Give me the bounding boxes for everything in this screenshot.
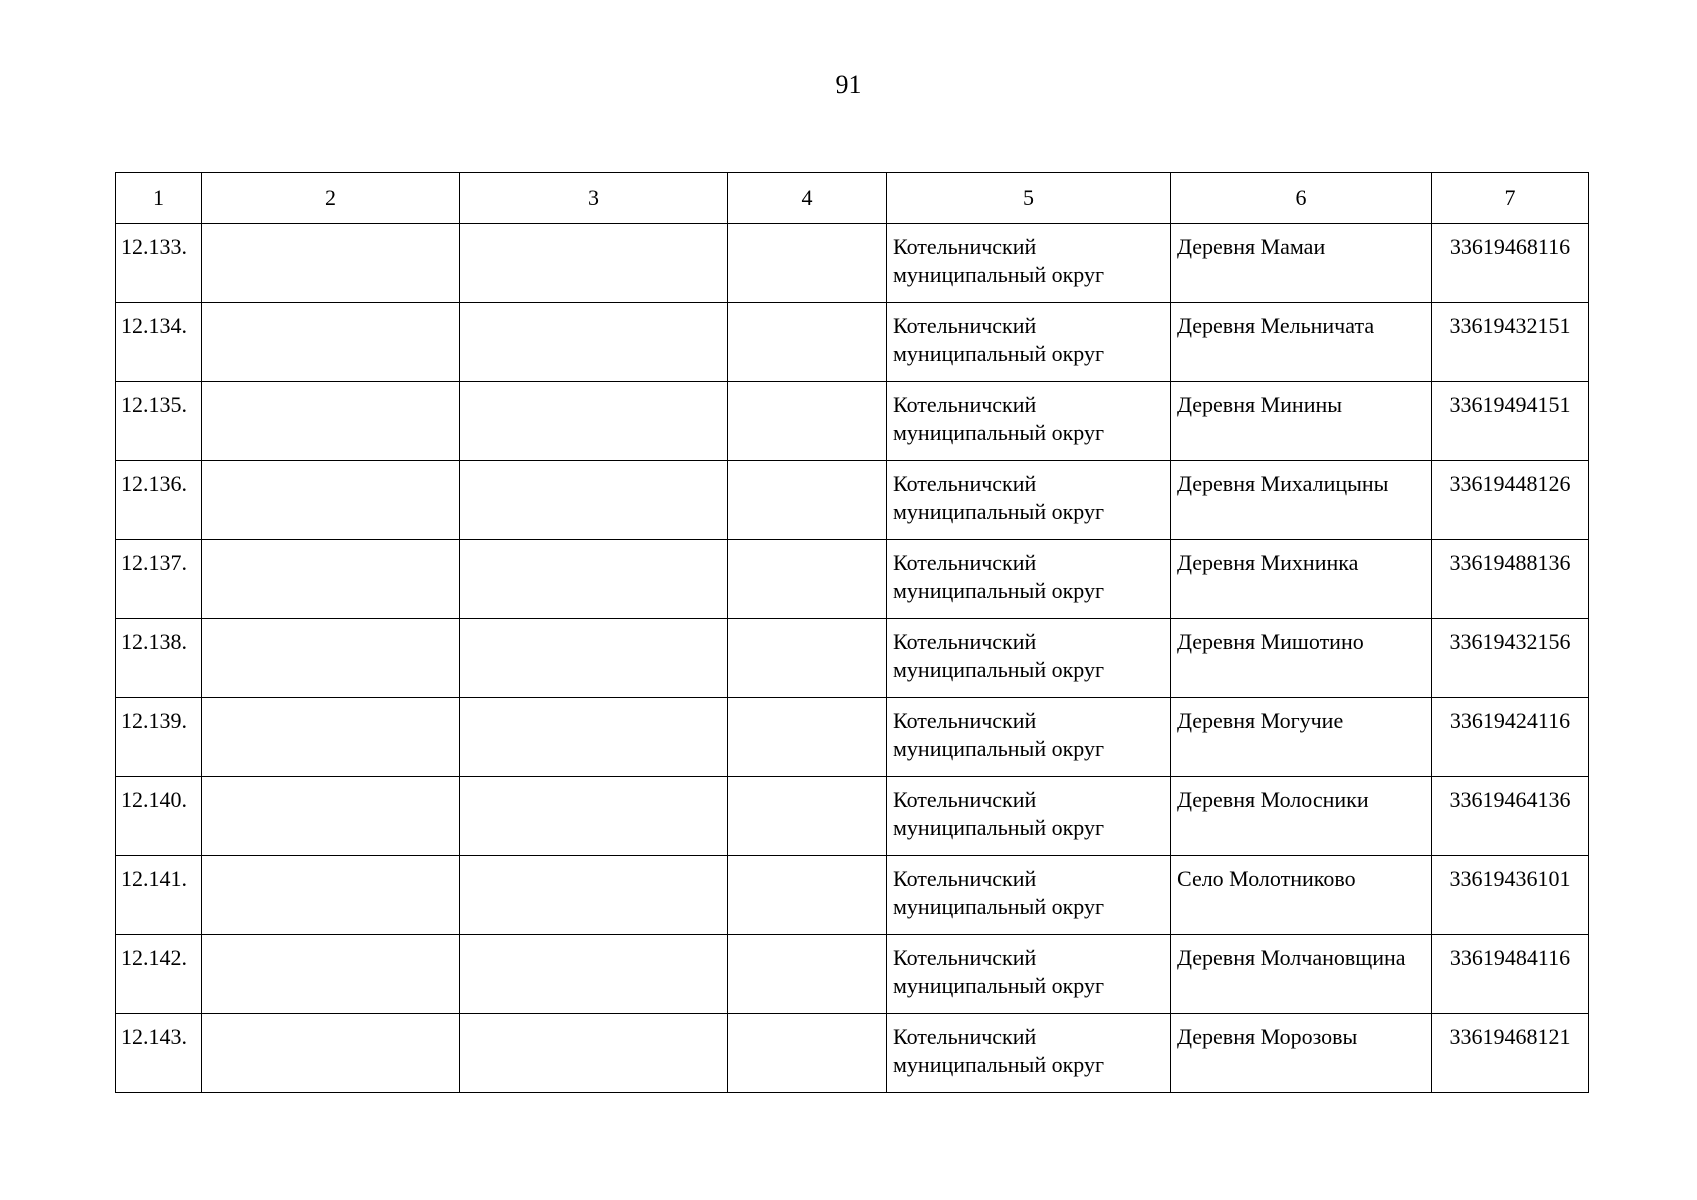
settlement-cell: Деревня Молосники: [1171, 777, 1432, 856]
table-row: [116, 382, 1589, 461]
table-row: [116, 619, 1589, 698]
oktmo-code-cell: 33619424116: [1432, 698, 1589, 777]
district-cell: Котельничский муниципальный округ: [887, 777, 1171, 856]
settlement-cell: Деревня Мамаи: [1171, 224, 1432, 303]
table-row: [116, 224, 1589, 303]
cell-col-2: [202, 935, 460, 1014]
table-row: [116, 777, 1589, 856]
oktmo-code-cell: 33619464136: [1432, 777, 1589, 856]
cell-col-3: [460, 619, 728, 698]
oktmo-code-cell: 33619494151: [1432, 382, 1589, 461]
oktmo-code-cell: 33619432151: [1432, 303, 1589, 382]
district-cell: Котельничский муниципальный округ: [887, 619, 1171, 698]
settlement-cell: Деревня Мишотино: [1171, 619, 1432, 698]
oktmo-code-cell: 33619436101: [1432, 856, 1589, 935]
settlement-cell: Деревня Морозовы: [1171, 1014, 1432, 1093]
cell-col-2: [202, 1014, 460, 1093]
cell-col-2: [202, 303, 460, 382]
district-cell: Котельничский муниципальный округ: [887, 698, 1171, 777]
row-number: 12.133.: [116, 224, 202, 303]
oktmo-code-cell: 33619484116: [1432, 935, 1589, 1014]
row-number: 12.138.: [116, 619, 202, 698]
table-row: [116, 1014, 1589, 1093]
row-number: 12.140.: [116, 777, 202, 856]
district-cell: Котельничский муниципальный округ: [887, 935, 1171, 1014]
cell-col-2: [202, 619, 460, 698]
oktmo-code-cell: 33619488136: [1432, 540, 1589, 619]
cell-col-2: [202, 461, 460, 540]
cell-col-3: [460, 303, 728, 382]
cell-col-3: [460, 224, 728, 303]
district-cell: Котельничский муниципальный округ: [887, 1014, 1171, 1093]
cell-col-4: [728, 540, 887, 619]
row-number: 12.139.: [116, 698, 202, 777]
cell-col-3: [460, 777, 728, 856]
cell-col-4: [728, 935, 887, 1014]
column-header-6: 6: [1171, 173, 1432, 224]
table-row: [116, 303, 1589, 382]
cell-col-2: [202, 224, 460, 303]
cell-col-3: [460, 856, 728, 935]
column-header-7: 7: [1432, 173, 1589, 224]
table-row: [116, 461, 1589, 540]
table-row: [116, 540, 1589, 619]
settlements-table: [115, 172, 1589, 1093]
cell-col-2: [202, 382, 460, 461]
page-number: 91: [835, 70, 862, 99]
cell-col-3: [460, 698, 728, 777]
cell-col-3: [460, 935, 728, 1014]
cell-col-3: [460, 1014, 728, 1093]
cell-col-4: [728, 224, 887, 303]
settlement-cell: Деревня Мельничата: [1171, 303, 1432, 382]
settlement-cell: Деревня Михнинка: [1171, 540, 1432, 619]
settlement-cell: Деревня Михалицыны: [1171, 461, 1432, 540]
cell-col-4: [728, 619, 887, 698]
district-cell: Котельничский муниципальный округ: [887, 540, 1171, 619]
cell-col-4: [728, 1014, 887, 1093]
table-row: [116, 856, 1589, 935]
column-header-1: 1: [116, 173, 202, 224]
table-row: [116, 935, 1589, 1014]
settlement-cell: Село Молотниково: [1171, 856, 1432, 935]
district-cell: Котельничский муниципальный округ: [887, 856, 1171, 935]
cell-col-2: [202, 777, 460, 856]
table-header: [116, 173, 1589, 224]
cell-col-3: [460, 540, 728, 619]
table-row: [116, 698, 1589, 777]
cell-col-3: [460, 382, 728, 461]
district-cell: Котельничский муниципальный округ: [887, 461, 1171, 540]
row-number: 12.143.: [116, 1014, 202, 1093]
oktmo-code-cell: 33619468116: [1432, 224, 1589, 303]
settlement-cell: Деревня Минины: [1171, 382, 1432, 461]
oktmo-code-cell: 33619468121: [1432, 1014, 1589, 1093]
row-number: 12.135.: [116, 382, 202, 461]
row-number: 12.141.: [116, 856, 202, 935]
row-number: 12.136.: [116, 461, 202, 540]
row-number: 12.134.: [116, 303, 202, 382]
cell-col-2: [202, 540, 460, 619]
cell-col-4: [728, 382, 887, 461]
row-number: 12.137.: [116, 540, 202, 619]
header-row: [116, 173, 1589, 224]
cell-col-4: [728, 777, 887, 856]
district-cell: Котельничский муниципальный округ: [887, 224, 1171, 303]
row-number: 12.142.: [116, 935, 202, 1014]
settlement-cell: Деревня Молчановщина: [1171, 935, 1432, 1014]
cell-col-4: [728, 856, 887, 935]
oktmo-code-cell: 33619448126: [1432, 461, 1589, 540]
cell-col-4: [728, 303, 887, 382]
settlement-cell: Деревня Могучие: [1171, 698, 1432, 777]
column-header-2: 2: [202, 173, 460, 224]
cell-col-2: [202, 856, 460, 935]
column-header-3: 3: [460, 173, 728, 224]
column-header-4: 4: [728, 173, 887, 224]
cell-col-4: [728, 461, 887, 540]
cell-col-4: [728, 698, 887, 777]
table-body: [116, 224, 1589, 1093]
cell-col-2: [202, 698, 460, 777]
district-cell: Котельничский муниципальный округ: [887, 303, 1171, 382]
oktmo-code-cell: 33619432156: [1432, 619, 1589, 698]
district-cell: Котельничский муниципальный округ: [887, 382, 1171, 461]
cell-col-3: [460, 461, 728, 540]
column-header-5: 5: [887, 173, 1171, 224]
